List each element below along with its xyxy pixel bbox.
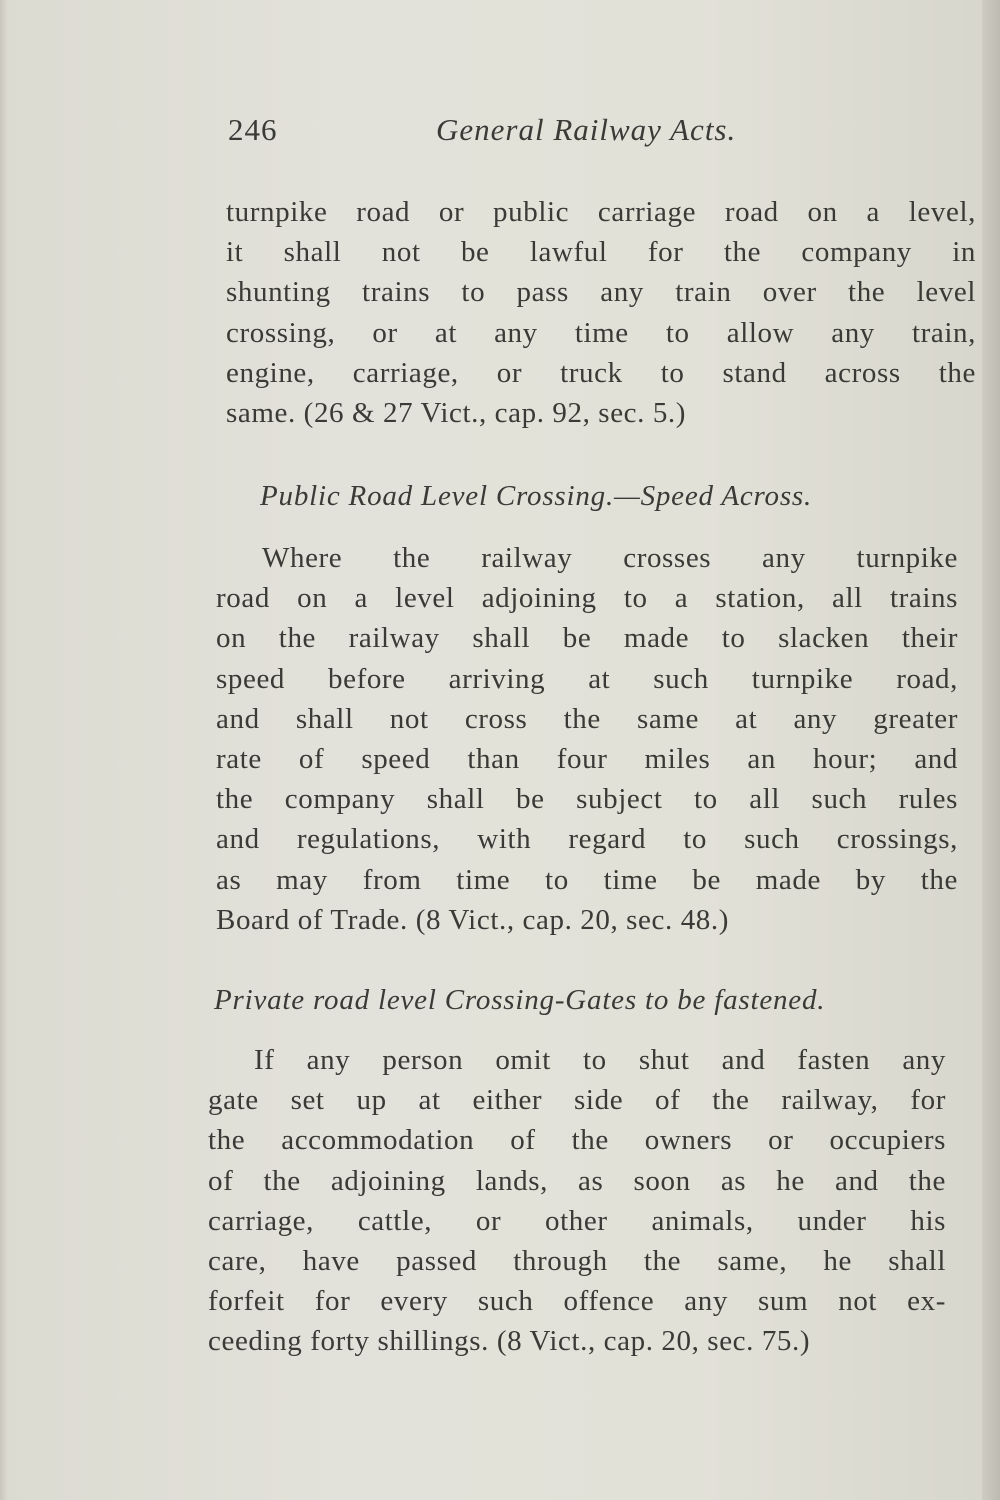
text-line: If any person omit to shut and fasten any [254,1044,946,1076]
text-line: care, have passed through the same, he shall [208,1245,946,1278]
text-line: as may from time to time be made by the [216,863,958,896]
text-line: the accommodation of the owners or occupiers [208,1124,946,1157]
paragraph-public-road [216,538,958,940]
text-line: rate of speed than four miles an hour; and [216,743,958,776]
running-header [228,112,808,162]
text-line: forfeit for every such offence any sum not ex- [208,1285,946,1318]
text-line: carriage, cattle, or other animals, under his [208,1204,946,1237]
text-line: gate set up at either side of the railway, for [208,1084,946,1117]
paragraph-private-road [208,1040,946,1362]
text-line: on the railway shall be made to slacken their [216,622,958,655]
text-line: the company shall be subject to all such rules [216,783,958,816]
section-heading-public-road: Public Road Level Crossing.—Speed Across. [260,480,813,512]
text-line: and regulations, with regard to such crossings, [216,823,958,856]
text-line: of the adjoining lands, as soon as he and the [208,1164,946,1197]
text-line: Where the railway crosses any turnpike [262,542,958,574]
text-line: crossing, or at any time to allow any train, [226,316,976,349]
page-number: 246 [228,112,278,147]
page-left-edge [0,0,8,1500]
text-line: it shall not be lawful for the company in [226,236,976,269]
text-line: shunting trains to pass any train over the level [226,276,976,309]
text-line: road on a level adjoining to a station, all trains [216,582,958,615]
page-right-edge [982,0,1000,1500]
text-line: ceeding forty shillings. (8 Vict., cap. 20, sec. 75.) [208,1325,811,1358]
continued-paragraph [226,192,976,433]
text-line: turnpike road or public carriage road on a level, [226,196,976,228]
text-line: Board of Trade. (8 Vict., cap. 20, sec. 48.) [216,903,729,936]
text-line: and shall not cross the same at any greater [216,702,958,735]
text-line: speed before arriving at such turnpike road, [216,662,958,695]
running-title: General Railway Acts. [436,112,737,147]
text-line: same. (26 & 27 Vict., cap. 92, sec. 5.) [226,397,687,430]
text-line: engine, carriage, or truck to stand across the [226,356,976,389]
section-heading-private-road: Private road level Crossing-Gates to be fastened. [214,984,826,1016]
